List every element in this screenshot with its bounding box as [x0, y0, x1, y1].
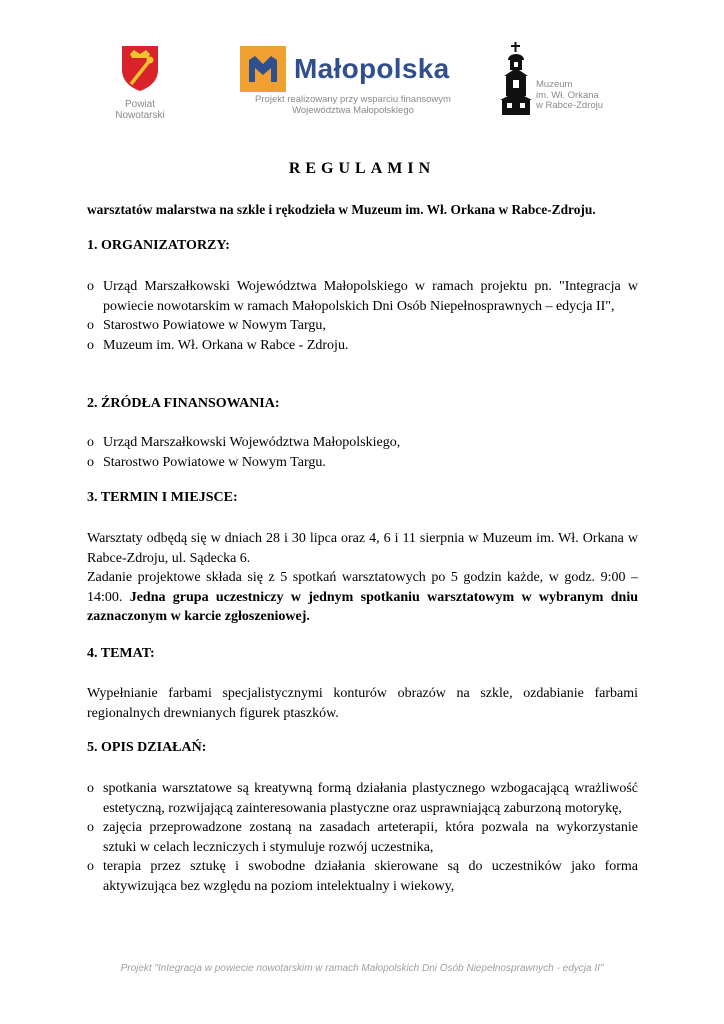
list-item — [87, 277, 638, 316]
list-item-text: Starostwo Powiatowe w Nowym Targu. — [103, 454, 326, 470]
section-heading-temat: 4. TEMAT: — [87, 646, 155, 661]
list-item-text: Urząd Marszałkowski Województwa Małopolskiego w ramach projektu pn. "Integracja w powiecie nowotarskim w ramach Małopolskich Dni Osób Niepełnosprawnych – edycja II", — [103, 279, 638, 314]
list-item — [87, 818, 638, 857]
malopolska-caption-line1: Projekt realizowany przy wsparciu finansowym — [255, 94, 451, 105]
bullet-icon: o — [87, 318, 94, 333]
malopolska-logo — [240, 46, 470, 116]
malopolska-caption-line2: Województwa Małopolskiego — [292, 105, 414, 116]
financing-list — [87, 433, 638, 472]
document-subtitle: warsztatów malarstwa na szkle i rękodzieła w Muzeum im. Wł. Orkana w Rabce-Zdroju. — [87, 202, 596, 217]
malopolska-emblem-icon — [240, 46, 286, 92]
powiat-logo — [110, 44, 170, 121]
list-item — [87, 336, 638, 356]
list-item — [87, 857, 638, 896]
church-tower-icon — [498, 42, 534, 116]
list-item — [87, 433, 638, 453]
section-heading-zrodla-finansowania: 2. ŹRÓDŁA FINANSOWANIA: — [87, 396, 280, 411]
malopolska-caption — [248, 94, 458, 116]
list-item-text: Urząd Marszałkowski Województwa Małopolskiego, — [103, 435, 401, 450]
list-item-text: Muzeum im. Wł. Orkana w Rabce - Zdroju. — [103, 337, 349, 353]
organizers-list — [87, 277, 638, 355]
logo-bar — [0, 40, 724, 120]
powiat-shield-icon — [120, 44, 160, 92]
page-footer: Projekt "Integracja w powiecie nowotarskim w ramach Małopolskich Dni Osób Niepełnosprawnych - edycja II" — [120, 963, 604, 974]
schedule-paragraph — [87, 568, 638, 627]
powiat-caption-line2: Nowotarski — [115, 110, 165, 121]
list-item — [87, 316, 638, 336]
malopolska-wordmark: Małopolska — [294, 53, 450, 84]
powiat-caption — [110, 99, 170, 121]
list-item-text: zajęcia przeprowadzone zostaną na zasadach arteterapii, która pozwala na wykorzystanie sztuki w celach leczniczych i stymuluje rozwój uczestnika, — [103, 820, 638, 855]
list-item-text: Starostwo Powiatowe w Nowym Targu, — [103, 318, 326, 333]
topic-paragraph: Wypełnianie farbami specjalistycznymi konturów obrazów na szkle, ozdabianie farbami regionalnych drewnianych figurek ptaszków. — [87, 686, 638, 721]
muzeum-caption-line3: w Rabce-Zdroju — [536, 100, 604, 111]
section-heading-organizatorzy: 1. ORGANIZATORZY: — [87, 238, 230, 253]
powiat-caption-line1: Powiat — [124, 99, 155, 110]
schedule-emphasis: Jedna grupa uczestniczy w jednym spotkaniu warsztatowym w wybranym dniu zaznaczonym w karcie zgłoszeniowej. — [87, 589, 638, 624]
bullet-icon: o — [87, 337, 94, 353]
schedule-text: Zadanie projektowe składa się z 5 spotkań warsztatowych po 5 godzin każde, w godz. 9:00 – 14:00. — [87, 570, 638, 605]
dates-paragraph: Warsztaty odbędą się w dniach 28 i 30 lipca oraz 4, 6 i 11 sierpnia w Muzeum im. Wł. Orkana w Rabce-Zdroju, ul. Sądecka 6. — [87, 531, 638, 566]
muzeum-caption — [536, 80, 603, 112]
section-heading-opis-dzialan: 5. OPIS DZIAŁAŃ: — [87, 740, 207, 755]
bullet-icon: o — [87, 279, 94, 294]
bullet-icon: o — [87, 435, 94, 450]
bullet-icon: o — [87, 781, 94, 796]
muzeum-caption-line2: im. Wł. Orkana — [536, 89, 599, 101]
bullet-icon: o — [87, 859, 94, 874]
activities-list — [87, 779, 638, 896]
list-item — [87, 453, 638, 473]
list-item-text: terapia przez sztukę i swobodne działania skierowane są do uczestników jako forma aktywizująca bez względu na poziom intelektualny i wiekowy, — [103, 859, 638, 894]
document-title: REGULAMIN — [288, 160, 436, 177]
section-heading-termin-miejsce: 3. TERMIN I MIEJSCE: — [87, 490, 238, 505]
list-item-text: spotkania warsztatowe są kreatywną formą działania plastycznego wzbogacającą wrażliwość estetyczną, rozwijającą zainteresowania plastyczne oraz usprawniającą zaburzoną motorykę, — [103, 781, 638, 816]
bullet-icon: o — [87, 820, 94, 835]
muzeum-logo — [498, 42, 618, 121]
muzeum-caption-line1: Muzeum — [536, 79, 573, 90]
list-item — [87, 779, 638, 818]
bullet-icon: o — [87, 454, 94, 470]
